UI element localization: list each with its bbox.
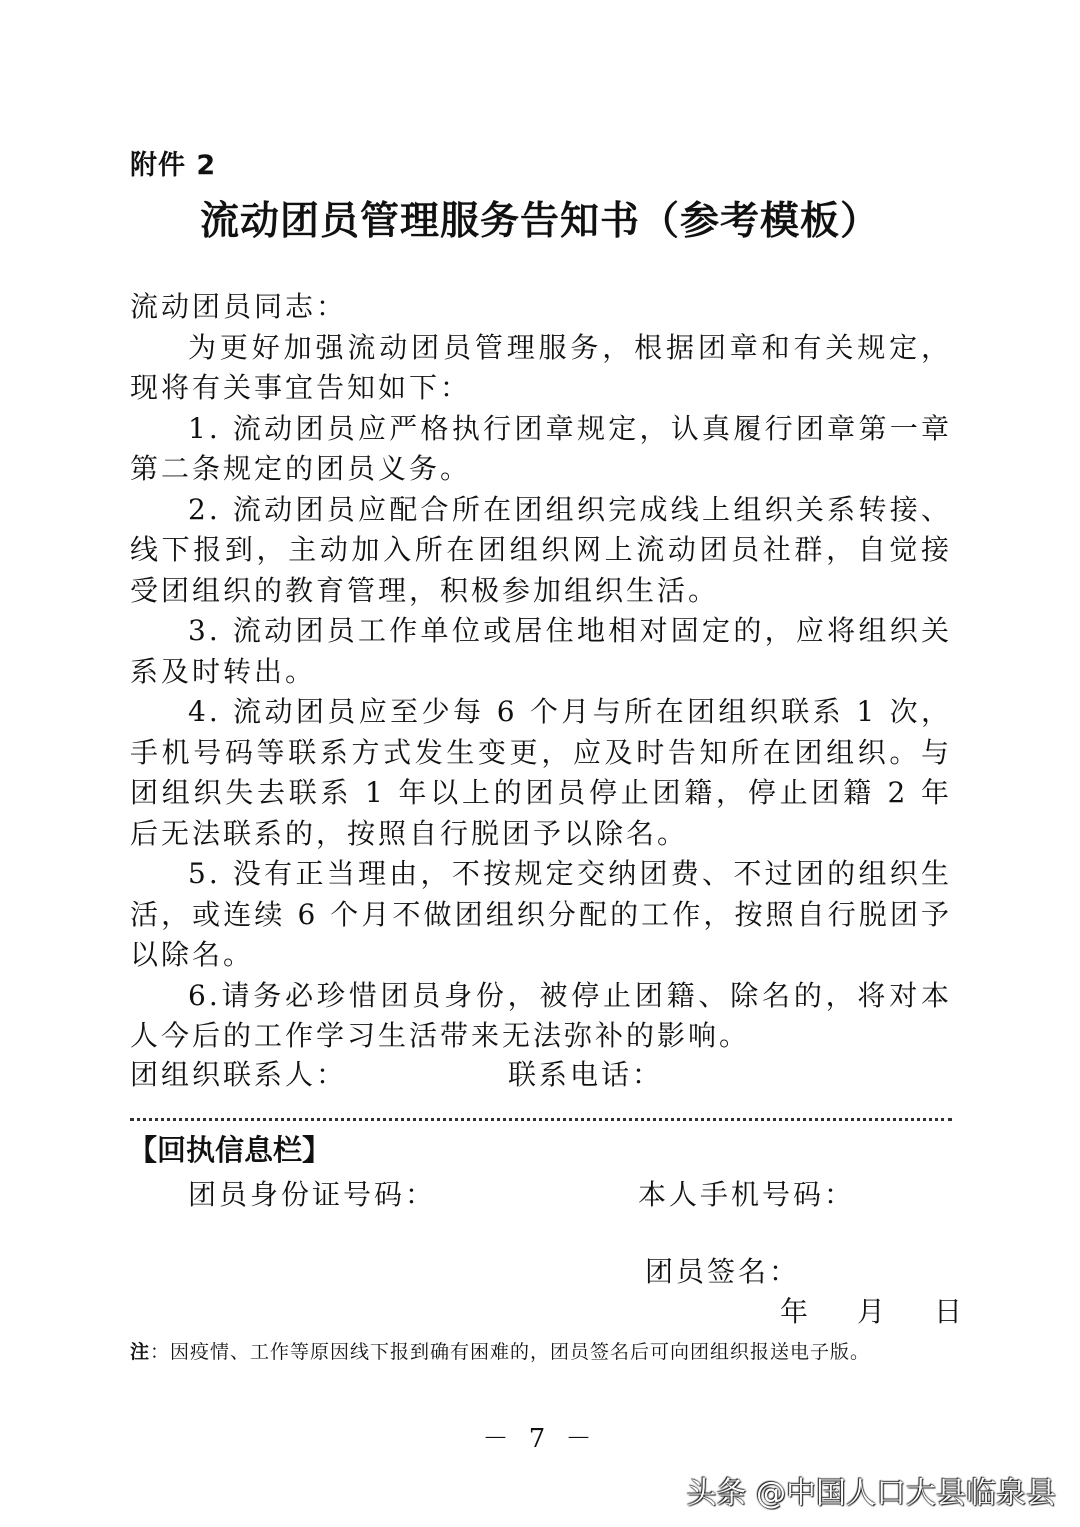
item-4: 4. 流动团员应至少每 6 个月与所在团组织联系 1 次，手机号码等联系方式发生变更，应及时告知所在团组织。与团组织失去联系 1 年以上的团员停止团籍，停止团籍 2 年后无法联系的，按照自行脱团予以除名。 [130, 695, 952, 850]
signature-field-label: 团员签名： [645, 1255, 801, 1288]
intro-paragraph: 为更好加强流动团员管理服务，根据团章和有关规定，现将有关事宜告知如下： [130, 330, 952, 404]
item-3: 3. 流动团员工作单位或居住地相对固定的，应将组织关系及时转出。 [130, 614, 952, 688]
footnote-text: ：因疫情、工作等原因线下报到确有困难的，团员签名后可向团组织报送电子版。 [150, 1341, 871, 1363]
document-body [130, 287, 952, 1057]
date-month-label: 月 [857, 1295, 889, 1328]
contact-phone-label: 联系电话： [508, 1058, 664, 1091]
date-line [780, 1290, 965, 1330]
greeting: 流动团员同志： [130, 290, 348, 323]
item-1: 1. 流动团员应严格执行团章规定，认真履行团章第一章第二条规定的团员义务。 [130, 411, 952, 485]
item-2: 2. 流动团员应配合所在团组织完成线上组织关系转接、线下报到，主动加入所在团组织网上流动团员社群，自觉接受团组织的教育管理，积极参加组织生活。 [130, 492, 952, 607]
footnote [130, 1337, 870, 1364]
page-number: － 7 － [482, 1424, 598, 1454]
id-number-field-label: 团员身份证号码： [188, 1178, 437, 1211]
source-watermark: 头条 @中国人口大县临泉县 [686, 1476, 1056, 1511]
receipt-section-title: 【回执信息栏】 [128, 1133, 332, 1167]
cut-line-divider [130, 1118, 952, 1121]
item-6: 6.请务必珍惜团员身份，被停止团籍、除名的，将对本人今后的工作学习生活带来无法弥补的影响。 [130, 978, 952, 1052]
mobile-number-field-label: 本人手机号码： [638, 1178, 856, 1211]
attachment-label: 附件 2 [130, 150, 217, 181]
contact-person-label: 团组织联系人： [130, 1058, 348, 1091]
item-5: 5. 没有正当理由，不按规定交纳团费、不过团的组织生活，或连续 6 个月不做团组织分配的工作，按照自行脱团予以除名。 [130, 857, 952, 971]
date-day-label: 日 [934, 1295, 966, 1328]
document-title: 流动团员管理服务告知书（参考模板） [199, 199, 880, 244]
footnote-label: 注 [130, 1341, 151, 1363]
date-year-label: 年 [780, 1295, 812, 1328]
